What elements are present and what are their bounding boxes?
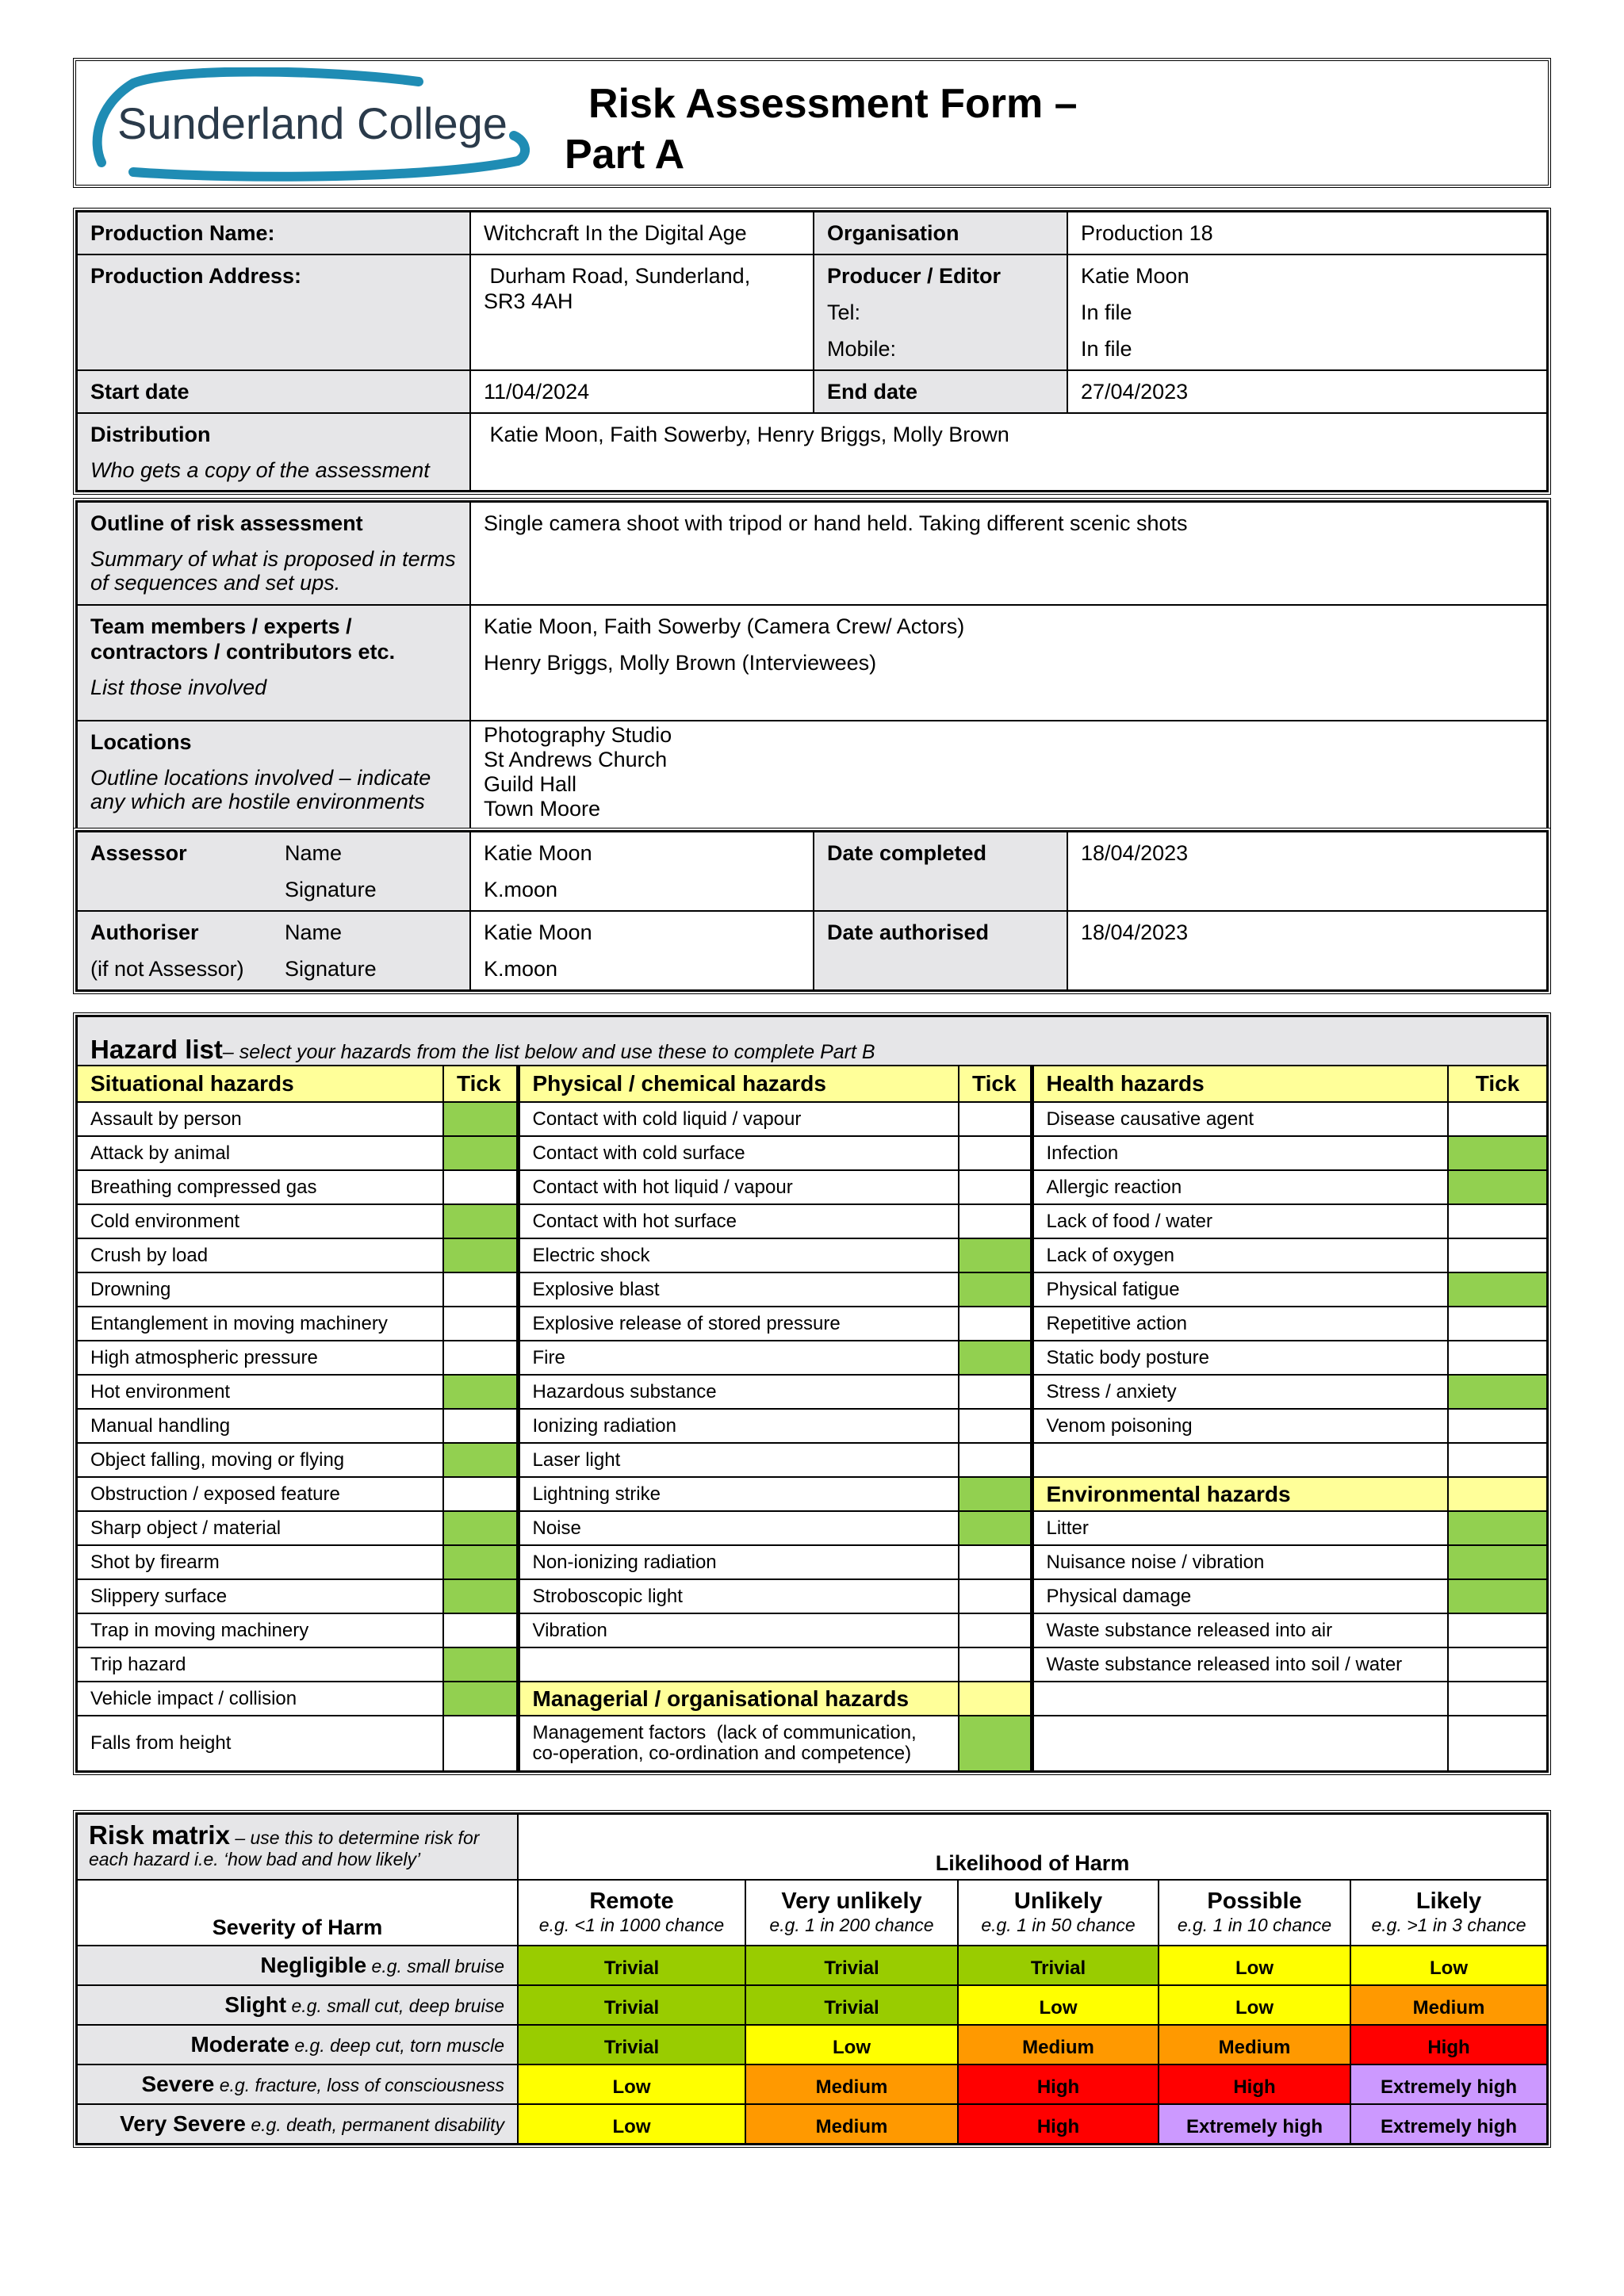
risk-level-cell: Low (958, 1985, 1159, 2025)
hazard-item: Breathing compressed gas (77, 1170, 443, 1204)
hazard-row (77, 1682, 1547, 1716)
severity-row-header: Severe e.g. fracture, loss of consciousness (77, 2064, 518, 2104)
hazard-item: Manual handling (77, 1409, 443, 1443)
hazard-tick-box[interactable] (959, 1613, 1032, 1647)
outline-label-cell (77, 502, 470, 605)
hazard-item: Contact with hot surface (518, 1204, 959, 1238)
risk-level-cell: Extremely high (1350, 2104, 1547, 2144)
risk-level-cell: High (1159, 2064, 1350, 2104)
hazard-item: Contact with cold liquid / vapour (518, 1102, 959, 1136)
hazard-item: Cold environment (77, 1204, 443, 1238)
production-name-value: Witchcraft In the Digital Age (470, 212, 814, 254)
hazard-item: Non-ionizing radiation (518, 1545, 959, 1579)
production-info-section (73, 208, 1551, 495)
sunderland-college-logo (86, 67, 530, 186)
hazard-row (77, 1511, 1547, 1545)
locations-hint: Outline locations involved – indicate any which are hostile environments (90, 766, 431, 813)
authoriser-label-cell (77, 911, 272, 990)
hazard-tick-box[interactable] (443, 1170, 518, 1204)
hazard-row (77, 1613, 1547, 1647)
hazard-tick-box[interactable] (959, 1170, 1032, 1204)
hazard-item: Trip hazard (77, 1647, 443, 1682)
managerial-tick-header (959, 1682, 1032, 1716)
date-completed-label: Date completed (814, 832, 1067, 911)
hazard-item: Management factors (lack of communication, co-operation, co-ordination and competence) (518, 1716, 959, 1771)
assessor-signature: K.moon (484, 878, 558, 901)
hazard-item: Repetitive action (1032, 1307, 1448, 1341)
likelihood-column-header: Likely e.g. >1 in 3 chance (1350, 1880, 1547, 1946)
distribution-label-cell (77, 413, 470, 491)
hazard-item: Nuisance noise / vibration (1032, 1545, 1448, 1579)
hazard-item: Litter (1032, 1511, 1448, 1545)
hazard-item: Explosive blast (518, 1272, 959, 1307)
hazard-tick-box[interactable] (1448, 1136, 1547, 1170)
hazard-item: Sharp object / material (77, 1511, 443, 1545)
distribution-label: Distribution (90, 423, 211, 446)
hazard-row (77, 1375, 1547, 1409)
empty-cell (1032, 1443, 1448, 1477)
assessor-values (470, 832, 814, 911)
tel-label: Tel: (827, 300, 861, 324)
risk-level-cell: Medium (958, 2025, 1159, 2064)
production-address-label: Production Address: (77, 254, 470, 370)
authoriser-label: Authoriser (90, 920, 199, 944)
svg-text:Sunderland College: Sunderland College (117, 98, 508, 148)
hazard-tick-box[interactable] (959, 1477, 1032, 1511)
authoriser-values (470, 911, 814, 990)
outline-section (73, 498, 1551, 834)
hazard-item: Object falling, moving or flying (77, 1443, 443, 1477)
hazard-tick-box[interactable] (959, 1375, 1032, 1409)
likelihood-column-header: Very unlikely e.g. 1 in 200 chance (745, 1880, 958, 1946)
hazard-tick-box[interactable] (443, 1136, 518, 1170)
risk-level-cell: Trivial (518, 1985, 745, 2025)
hazard-tick-box[interactable] (1448, 1204, 1547, 1238)
risk-level-cell: Low (1350, 1946, 1547, 1985)
hazard-tick-box[interactable] (959, 1238, 1032, 1272)
hazard-tick-box[interactable] (443, 1477, 518, 1511)
empty-cell (1448, 1443, 1547, 1477)
authoriser-signature: K.moon (484, 957, 558, 981)
authoriser-name: Katie Moon (484, 920, 592, 944)
hazard-tick-box[interactable] (1448, 1307, 1547, 1341)
risk-level-cell: High (958, 2104, 1159, 2144)
production-address-value: Durham Road, Sunderland, SR3 4AH (470, 254, 814, 370)
hazard-tick-box[interactable] (1448, 1341, 1547, 1375)
hazard-tick-box[interactable] (443, 1307, 518, 1341)
risk-level-cell: Low (745, 2025, 958, 2064)
environmental-tick-header (1448, 1477, 1547, 1511)
empty-cell (518, 1647, 959, 1682)
hazard-tick-box[interactable] (959, 1409, 1032, 1443)
end-date-label: End date (814, 370, 1067, 413)
hazard-item: Attack by animal (77, 1136, 443, 1170)
hazard-tick-box[interactable] (443, 1443, 518, 1477)
hazard-item: Allergic reaction (1032, 1170, 1448, 1204)
hazard-tick-box[interactable] (959, 1545, 1032, 1579)
risk-level-cell: Low (1159, 1946, 1350, 1985)
hazard-row (77, 1238, 1547, 1272)
severity-row-header: Negligible e.g. small bruise (77, 1946, 518, 1985)
hazard-tick-box[interactable] (1448, 1170, 1547, 1204)
hazard-item: Crush by load (77, 1238, 443, 1272)
assessor-section (73, 828, 1551, 994)
team-hint: List those involved (90, 675, 267, 699)
hazard-list-section (73, 1012, 1551, 1775)
locations-value (470, 721, 1547, 830)
risk-level-cell: Low (1159, 1985, 1350, 2025)
hazard-item: Lack of food / water (1032, 1204, 1448, 1238)
assessor-label: Assessor (77, 832, 272, 911)
empty-cell (1032, 1682, 1448, 1716)
location-item: Photography Studio (484, 723, 672, 747)
hazard-tick-box[interactable] (1448, 1102, 1547, 1136)
hazard-row (77, 1102, 1547, 1136)
hazard-tick-box[interactable] (443, 1716, 518, 1771)
hazard-item: Hot environment (77, 1375, 443, 1409)
hazard-row (77, 1136, 1547, 1170)
risk-level-cell: Trivial (518, 1946, 745, 1985)
date-completed-value: 18/04/2023 (1067, 832, 1547, 911)
hazard-item: Noise (518, 1511, 959, 1545)
hazard-tick-box[interactable] (443, 1579, 518, 1613)
severity-of-harm-title: Severity of Harm (77, 1880, 518, 1946)
situational-hazards-header: Situational hazards (77, 1066, 443, 1102)
hazard-item: Assault by person (77, 1102, 443, 1136)
hazard-item: Vehicle impact / collision (77, 1682, 443, 1716)
hazard-item: Ionizing radiation (518, 1409, 959, 1443)
hazard-row (77, 1170, 1547, 1204)
hazard-tick-box[interactable] (959, 1511, 1032, 1545)
organisation-value: Production 18 (1067, 212, 1547, 254)
tick-header: Tick (959, 1066, 1032, 1102)
risk-matrix-heading: Risk matrix – use this to determine risk for each hazard i.e. ‘how bad and how likely’ (77, 1814, 518, 1880)
hazard-item: Trap in moving machinery (77, 1613, 443, 1647)
hazard-tick-box[interactable] (1448, 1238, 1547, 1272)
risk-level-cell: Medium (745, 2104, 958, 2144)
empty-cell (959, 1647, 1032, 1682)
hazard-row (77, 1647, 1547, 1682)
organisation-label: Organisation (814, 212, 1067, 254)
hazard-tick-box[interactable] (1448, 1409, 1547, 1443)
hazard-item: Obstruction / exposed feature (77, 1477, 443, 1511)
risk-matrix-section (73, 1810, 1551, 2148)
hazard-tick-box[interactable] (443, 1682, 518, 1716)
risk-level-cell: Trivial (745, 1946, 958, 1985)
hazard-row (77, 1545, 1547, 1579)
managerial-hazards-header: Managerial / organisational hazards (518, 1682, 959, 1716)
severity-row (77, 1946, 1547, 1985)
authoriser-note: (if not Assessor) (90, 957, 244, 981)
severity-row-header: Moderate e.g. deep cut, torn muscle (77, 2025, 518, 2064)
hazard-row (77, 1716, 1547, 1771)
hazard-tick-box[interactable] (443, 1545, 518, 1579)
form-title: Risk Assessment Form – Part A (565, 81, 1078, 178)
producer-value-cell (1067, 254, 1547, 370)
likelihood-column-header: Possible e.g. 1 in 10 chance (1159, 1880, 1350, 1946)
end-date-value: 27/04/2023 (1067, 370, 1547, 413)
hazard-item: Waste substance released into soil / water (1032, 1647, 1448, 1682)
hazard-item: Contact with cold surface (518, 1136, 959, 1170)
hazard-item: Infection (1032, 1136, 1448, 1170)
start-date-label: Start date (77, 370, 470, 413)
hazard-list-heading: Hazard list– select your hazards from the list below and use these to complete Part B (77, 1016, 1547, 1066)
hazard-tick-box[interactable] (1448, 1272, 1547, 1307)
risk-level-cell: Medium (1350, 1985, 1547, 2025)
hazard-tick-box[interactable] (443, 1238, 518, 1272)
hazard-item: Entanglement in moving machinery (77, 1307, 443, 1341)
likelihood-column-header: Remote e.g. <1 in 1000 chance (518, 1880, 745, 1946)
authoriser-field-labels: Name Signature (272, 911, 470, 990)
outline-label: Outline of risk assessment (90, 511, 363, 535)
start-date-value: 11/04/2024 (470, 370, 814, 413)
production-name-label: Production Name: (77, 212, 470, 254)
empty-cell (1032, 1716, 1448, 1771)
risk-level-cell: High (958, 2064, 1159, 2104)
hazard-item: Laser light (518, 1443, 959, 1477)
hazard-tick-box[interactable] (959, 1443, 1032, 1477)
hazard-item: Falls from height (77, 1716, 443, 1771)
health-hazards-header: Health hazards (1032, 1066, 1448, 1102)
hazard-tick-box[interactable] (959, 1716, 1032, 1771)
hazard-tick-box[interactable] (1448, 1511, 1547, 1545)
empty-cell (1448, 1716, 1547, 1771)
physical-hazards-header: Physical / chemical hazards (518, 1066, 959, 1102)
hazard-tick-box[interactable] (443, 1272, 518, 1307)
distribution-hint: Who gets a copy of the assessment (90, 458, 430, 482)
distribution-value: Katie Moon, Faith Sowerby, Henry Briggs, Molly Brown (470, 413, 1547, 491)
outline-value: Single camera shoot with tripod or hand held. Taking different scenic shots (470, 502, 1547, 605)
hazard-item: Disease causative agent (1032, 1102, 1448, 1136)
hazard-tick-box[interactable] (1448, 1579, 1547, 1613)
tick-header: Tick (443, 1066, 518, 1102)
severity-row-header: Very Severe e.g. death, permanent disability (77, 2104, 518, 2144)
risk-level-cell: Trivial (958, 1946, 1159, 1985)
date-authorised-value: 18/04/2023 (1067, 911, 1547, 990)
hazard-item: Electric shock (518, 1238, 959, 1272)
team-label-cell (77, 605, 470, 721)
form-header (73, 58, 1551, 188)
location-item: Town Moore (484, 797, 601, 821)
hazard-row (77, 1409, 1547, 1443)
hazard-row (77, 1341, 1547, 1375)
hazard-item: Lack of oxygen (1032, 1238, 1448, 1272)
hazard-item: Fire (518, 1341, 959, 1375)
hazard-tick-box[interactable] (959, 1272, 1032, 1307)
severity-row (77, 2104, 1547, 2144)
hazard-tick-box[interactable] (443, 1204, 518, 1238)
severity-row-header: Slight e.g. small cut, deep bruise (77, 1985, 518, 2025)
hazard-tick-box[interactable] (959, 1579, 1032, 1613)
hazard-tick-box[interactable] (959, 1341, 1032, 1375)
mobile-value: In file (1081, 337, 1132, 361)
hazard-item: Shot by firearm (77, 1545, 443, 1579)
likelihood-of-harm-title: Likelihood of Harm (518, 1814, 1547, 1880)
hazard-tick-box[interactable] (1448, 1647, 1547, 1682)
hazard-tick-box[interactable] (443, 1102, 518, 1136)
hazard-item: Vibration (518, 1613, 959, 1647)
date-authorised-label: Date authorised (814, 911, 1067, 990)
hazard-tick-box[interactable] (1448, 1545, 1547, 1579)
hazard-item: Venom poisoning (1032, 1409, 1448, 1443)
risk-level-cell: High (1350, 2025, 1547, 2064)
hazard-item: Waste substance released into air (1032, 1613, 1448, 1647)
empty-cell (1448, 1682, 1547, 1716)
hazard-item: Drowning (77, 1272, 443, 1307)
risk-level-cell: Trivial (518, 2025, 745, 2064)
hazard-tick-box[interactable] (959, 1102, 1032, 1136)
producer-label-cell (814, 254, 1067, 370)
environmental-hazards-header: Environmental hazards (1032, 1477, 1448, 1511)
hazard-tick-box[interactable] (443, 1647, 518, 1682)
hazard-row (77, 1579, 1547, 1613)
hazard-tick-box[interactable] (959, 1136, 1032, 1170)
hazard-item: Contact with hot liquid / vapour (518, 1170, 959, 1204)
location-item: Guild Hall (484, 772, 577, 796)
hazard-tick-box[interactable] (443, 1409, 518, 1443)
hazard-row (77, 1272, 1547, 1307)
risk-level-cell: Medium (745, 2064, 958, 2104)
assessor-name: Katie Moon (484, 841, 592, 865)
severity-row (77, 2064, 1547, 2104)
hazard-row (77, 1477, 1547, 1511)
locations-label-cell (77, 721, 470, 830)
hazard-item: Static body posture (1032, 1341, 1448, 1375)
hazard-tick-box[interactable] (959, 1307, 1032, 1341)
risk-level-cell: Trivial (745, 1985, 958, 2025)
hazard-row (77, 1443, 1547, 1477)
hazard-tick-box[interactable] (443, 1375, 518, 1409)
hazard-item: Physical fatigue (1032, 1272, 1448, 1307)
hazard-row (77, 1307, 1547, 1341)
likelihood-column-header: Unlikely e.g. 1 in 50 chance (958, 1880, 1159, 1946)
hazard-item: Lightning strike (518, 1477, 959, 1511)
locations-label: Locations (90, 730, 192, 754)
hazard-item: Explosive release of stored pressure (518, 1307, 959, 1341)
hazard-item: Stress / anxiety (1032, 1375, 1448, 1409)
outline-hint: Summary of what is proposed in terms of sequences and set ups. (90, 547, 456, 595)
producer-value: Katie Moon (1081, 264, 1189, 288)
hazard-item: High atmospheric pressure (77, 1341, 443, 1375)
team-value: Katie Moon, Faith Sowerby (Camera Crew/ Actors) Henry Briggs, Molly Brown (Interviewees) (470, 605, 1547, 721)
hazard-tick-box[interactable] (443, 1341, 518, 1375)
hazard-item: Slippery surface (77, 1579, 443, 1613)
hazard-tick-box[interactable] (443, 1511, 518, 1545)
hazard-item: Hazardous substance (518, 1375, 959, 1409)
hazard-tick-box[interactable] (1448, 1613, 1547, 1647)
hazard-item: Stroboscopic light (518, 1579, 959, 1613)
mobile-label: Mobile: (827, 337, 897, 361)
risk-level-cell: Extremely high (1159, 2104, 1350, 2144)
producer-label: Producer / Editor (827, 264, 1002, 288)
severity-row (77, 1985, 1547, 2025)
risk-level-cell: Low (518, 2064, 745, 2104)
severity-row (77, 2025, 1547, 2064)
hazard-tick-box[interactable] (1448, 1375, 1547, 1409)
hazard-tick-box[interactable] (959, 1204, 1032, 1238)
team-label: Team members / experts / contractors / contributors etc. (90, 614, 396, 664)
risk-level-cell: Medium (1159, 2025, 1350, 2064)
hazard-item: Physical damage (1032, 1579, 1448, 1613)
hazard-tick-box[interactable] (443, 1613, 518, 1647)
risk-level-cell: Extremely high (1350, 2064, 1547, 2104)
tel-value: In file (1081, 300, 1132, 324)
risk-level-cell: Low (518, 2104, 745, 2144)
location-item: St Andrews Church (484, 748, 668, 771)
tick-header: Tick (1448, 1066, 1547, 1102)
hazard-row (77, 1204, 1547, 1238)
assessor-field-labels: Name Signature (272, 832, 470, 911)
